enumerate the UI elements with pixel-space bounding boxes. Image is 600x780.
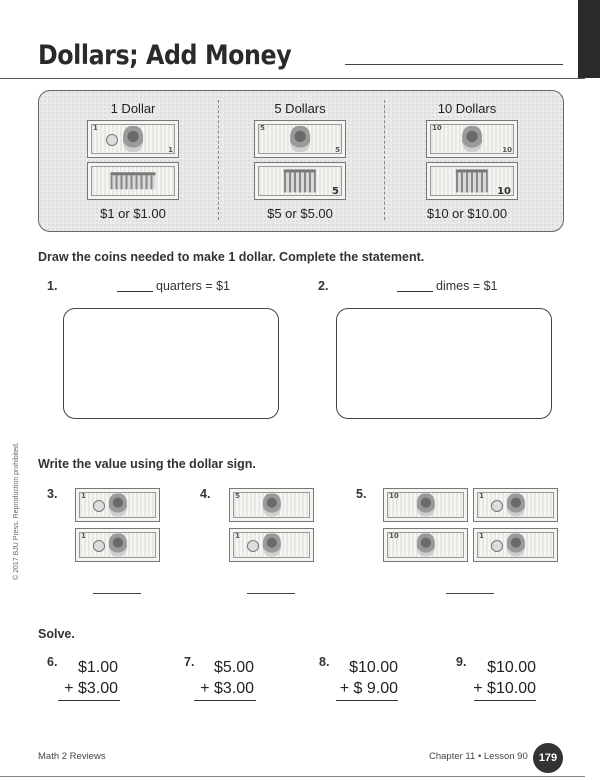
- denomination-value-10: $10 or $10.00: [426, 206, 508, 221]
- problem-number: 7.: [184, 655, 195, 669]
- problem-number: 9.: [456, 655, 467, 669]
- coin-drawing-box[interactable]: [63, 308, 279, 419]
- five-dollar-bill-back-image: 5: [254, 162, 346, 200]
- addend-bottom: + $ 9.00: [339, 680, 398, 697]
- one-dollar-bill-image: 1: [229, 528, 314, 562]
- denomination-value-5: $5 or $5.00: [267, 206, 333, 221]
- five-dollar-bill-image: 5: [229, 488, 314, 522]
- problem-number: 6.: [47, 655, 58, 669]
- one-dollar-bill-image: 1: [75, 488, 160, 522]
- header-tab: [578, 0, 600, 78]
- denomination-label-1: 1 Dollar: [110, 101, 156, 116]
- one-dollar-bill-image: 1: [473, 488, 558, 522]
- addend-top: $5.00: [213, 659, 254, 676]
- problem-statement: dimes = $1: [436, 279, 498, 293]
- addend-bottom: + $10.00: [473, 680, 536, 697]
- page-title: Dollars; Add Money: [38, 40, 292, 71]
- five-dollar-bill-front-image: 5 5: [254, 120, 346, 158]
- answer-line[interactable]: [446, 593, 494, 594]
- problem-number: 3.: [47, 487, 58, 501]
- footer-book-title: Math 2 Reviews: [38, 751, 106, 762]
- ten-dollar-bill-image: 10: [383, 488, 468, 522]
- copyright-note: © 2017 BJU Press. Reproduction prohibited.: [13, 442, 20, 580]
- one-dollar-bill-back-image: [87, 162, 179, 200]
- problem-number: 1.: [47, 279, 58, 293]
- sum-line: [474, 700, 536, 701]
- footer-rule: [0, 776, 585, 777]
- addend-bottom: + $3.00: [64, 680, 118, 697]
- page-number: 179: [533, 743, 563, 773]
- denomination-label-10: 10 Dollars: [437, 101, 497, 116]
- header-rule: [0, 78, 585, 79]
- section-instruction-draw-coins: Draw the coins needed to make 1 dollar. Complete the statement.: [38, 250, 425, 264]
- problem-number: 2.: [318, 279, 329, 293]
- one-dollar-bill-image: 1: [473, 528, 558, 562]
- addend-top: $10.00: [487, 659, 536, 676]
- answer-blank[interactable]: [117, 291, 153, 292]
- answer-line[interactable]: [93, 593, 141, 594]
- coin-drawing-box[interactable]: [336, 308, 552, 419]
- panel-separator: [384, 100, 386, 220]
- problem-statement: quarters = $1: [156, 279, 231, 293]
- denomination-value-1: $1 or $1.00: [100, 206, 166, 221]
- sum-line: [336, 700, 398, 701]
- panel-separator: [218, 100, 220, 220]
- ten-dollar-bill-back-image: 10: [426, 162, 518, 200]
- problem-number: 5.: [356, 487, 367, 501]
- name-line: [345, 64, 563, 65]
- answer-line[interactable]: [247, 593, 295, 594]
- section-instruction-dollar-sign: Write the value using the dollar sign.: [38, 457, 256, 471]
- one-dollar-bill-front-image: 1 1: [87, 120, 179, 158]
- one-dollar-bill-image: 1: [75, 528, 160, 562]
- denomination-label-5: 5 Dollars: [274, 101, 326, 116]
- problem-number: 4.: [200, 487, 211, 501]
- sum-line: [194, 700, 256, 701]
- sum-line: [58, 700, 120, 701]
- answer-blank[interactable]: [397, 291, 433, 292]
- problem-number: 8.: [319, 655, 330, 669]
- addend-bottom: + $3.00: [200, 680, 254, 697]
- addend-top: $10.00: [349, 659, 398, 676]
- ten-dollar-bill-front-image: 10 10: [426, 120, 518, 158]
- addend-top: $1.00: [77, 659, 118, 676]
- section-instruction-solve: Solve.: [38, 627, 75, 641]
- footer-lesson: Chapter 11 • Lesson 90: [429, 751, 528, 762]
- ten-dollar-bill-image: 10: [383, 528, 468, 562]
